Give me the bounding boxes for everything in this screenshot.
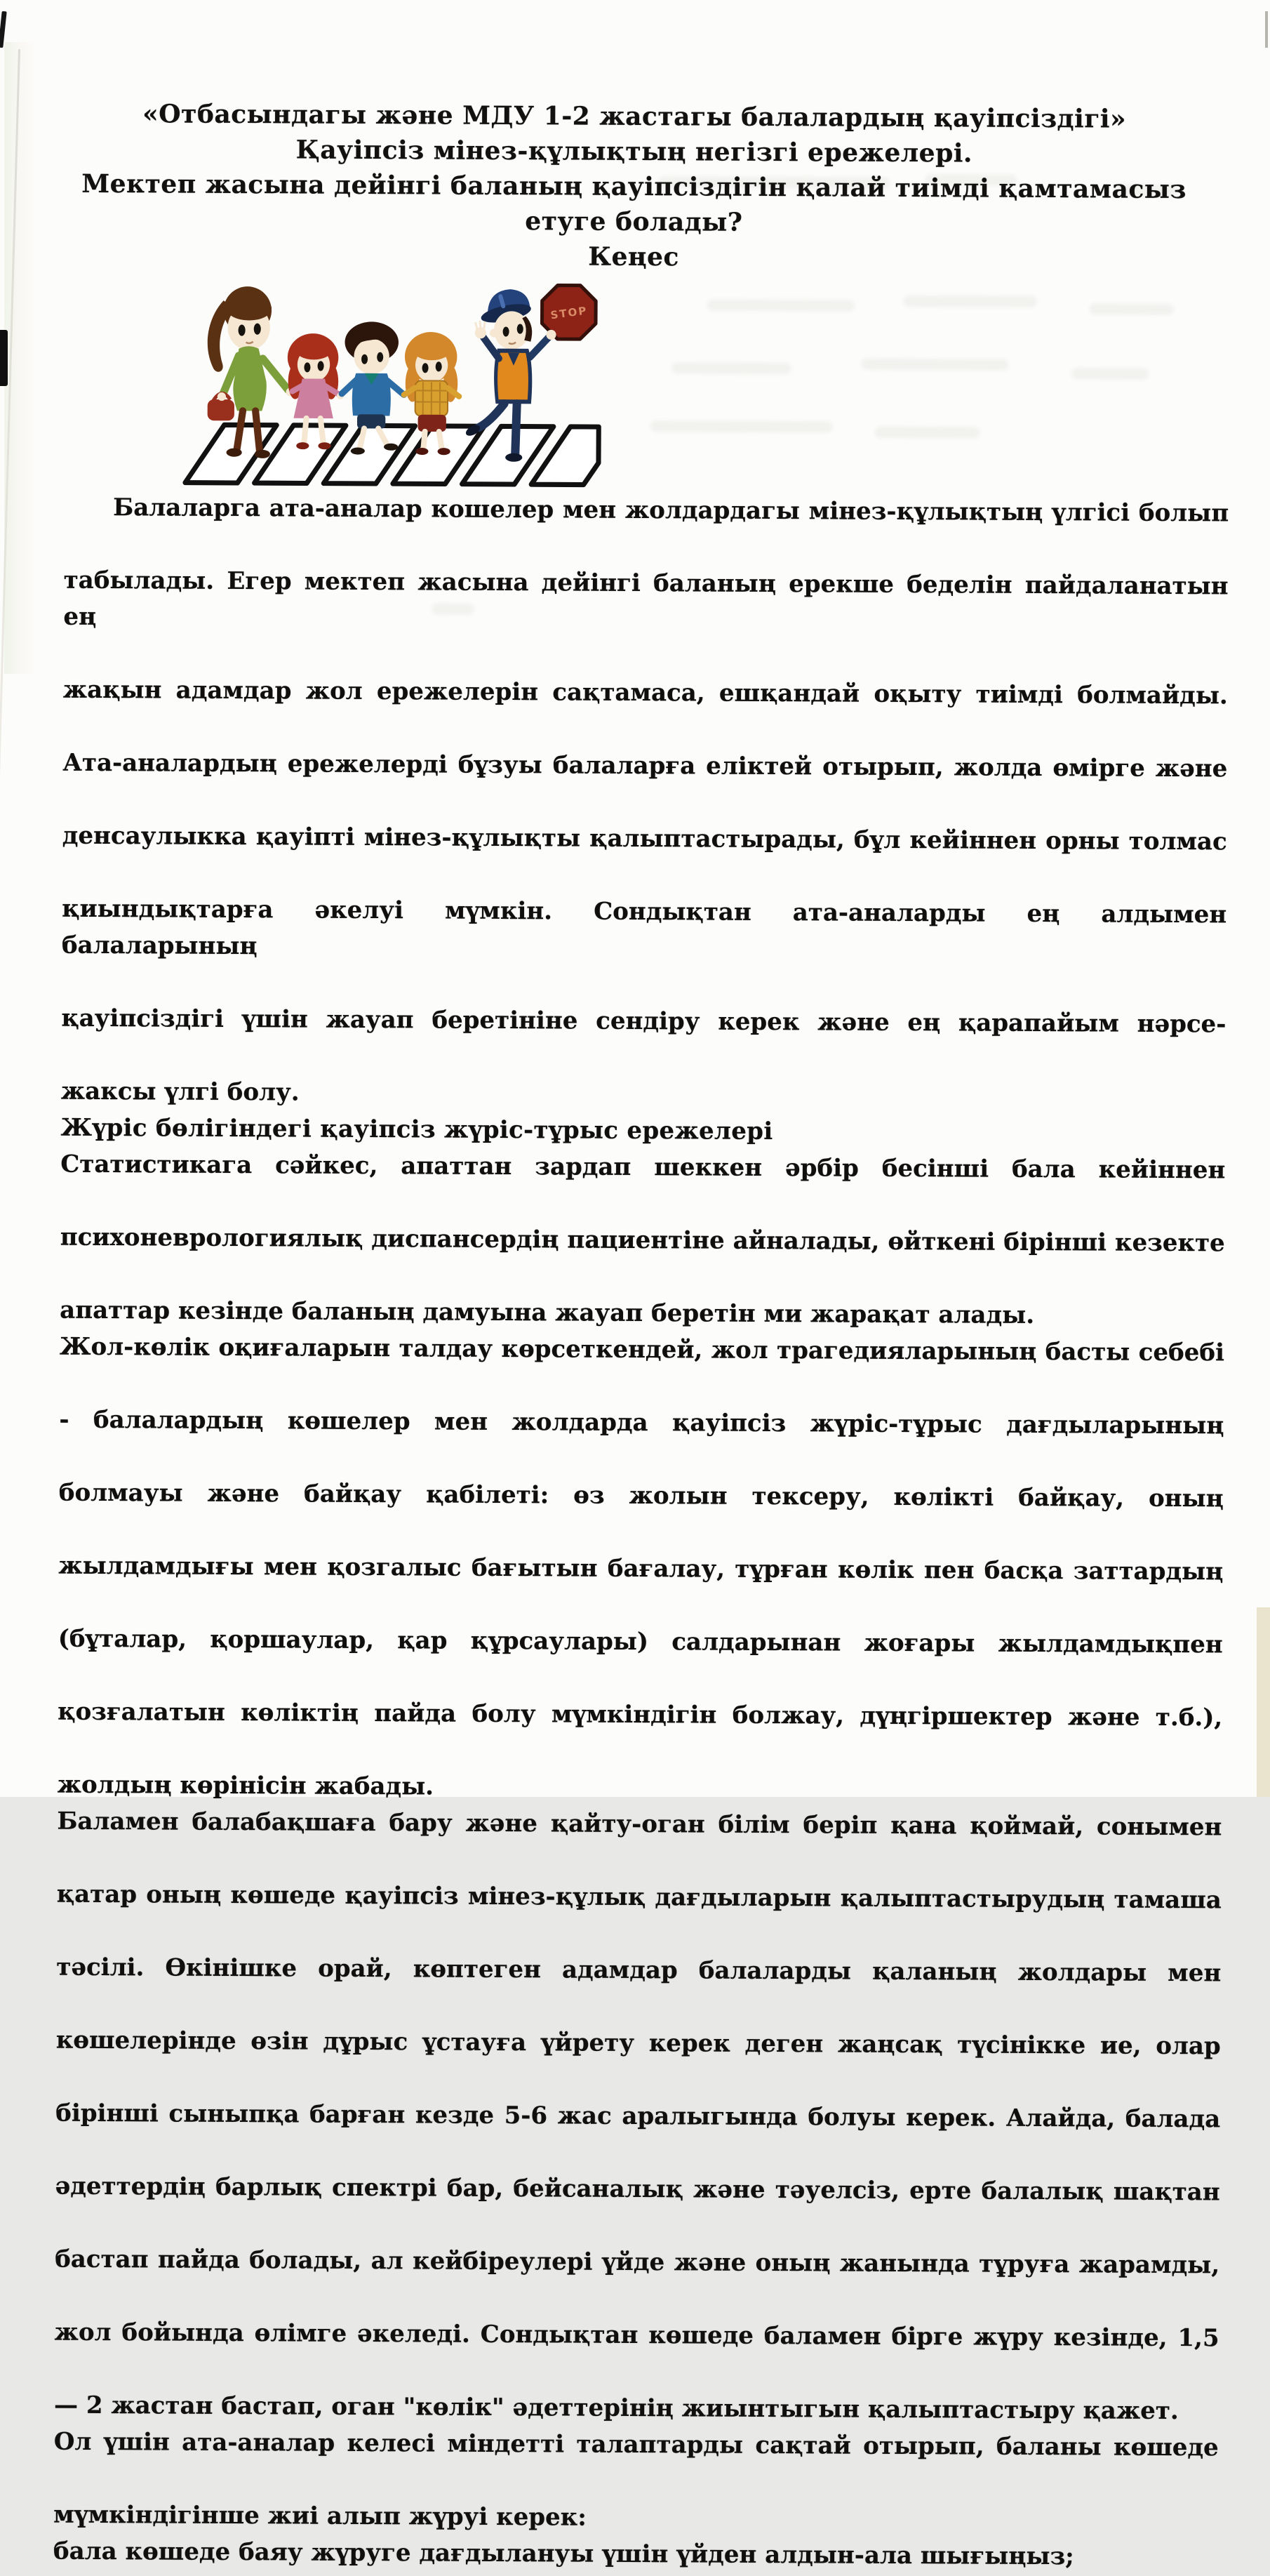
text-line: Ол үшін ата-аналар келесі міндетті талаптарды сақтай отырып, баланы көшеде bbox=[53, 2424, 1219, 2503]
bleed-through-smudge bbox=[861, 359, 1008, 371]
bleed-through-smudge bbox=[875, 427, 980, 439]
paragraph bbox=[60, 1146, 1225, 1335]
text-line: жылдамдығы мен қозгалыс бағытын бағалау, тұрған көлік пен басқа заттардың bbox=[58, 1548, 1224, 1627]
text-line: — 2 жастан бастап, оган "көлік" әдеттерінің жиынтыгын қалыптастыру қажет. bbox=[54, 2387, 1219, 2430]
text-line: апаттар кезінде баланың дамуына жауап беретін ми жарақат алады. bbox=[60, 1292, 1224, 1335]
text-line: бастап пайда болады, ал кейбіреулері үйде және оның жанында тұруға жарамды, bbox=[55, 2241, 1220, 2321]
text-line: Ата-аналардың ережелерді бұзуы балаларға еліктей отырып, жолда өмірге және bbox=[62, 745, 1228, 824]
text-line: қиындықтарға әкелуі мүмкін. Сондықтан ата-аналарды ең алдымен балаларының bbox=[62, 891, 1227, 1007]
text-line: қатар оның көшеде қауіпсіз мінез-құлық дағдыларын қалыптастырудың тамаша bbox=[56, 1876, 1222, 1956]
text-line: Балаларга ата-аналар кошелер мен жолдардагы мінез-құлықтың үлгісі болып bbox=[64, 489, 1229, 569]
text-line: мүмкіндігінше жиі алып жүруі керек: bbox=[53, 2497, 1218, 2540]
text-line: қауіпсіздігі үшін жауап беретініне сендіру керек және ең қарапайым нәрсе- bbox=[61, 1000, 1226, 1080]
paragraph bbox=[58, 1329, 1225, 1810]
paragraph bbox=[53, 2533, 1218, 2576]
title-line: Қауіпсіз мінез-құлықтың негізгі ережелері. bbox=[73, 131, 1196, 172]
title-line: етуге болады? bbox=[72, 201, 1195, 242]
bleed-through-smudge bbox=[650, 420, 833, 432]
stop-sign-label: STOP bbox=[549, 304, 588, 321]
text-line: жақын адамдар жол ережелерін сақтамаса, ешқандай оқыту тиімді болмайды. bbox=[62, 672, 1228, 751]
text-line: бала көшеде баяу жүруге дағдылануы үшін үйден алдын-ала шығыңыз; bbox=[53, 2533, 1218, 2576]
text-line: Статистикага сәйкес, апаттан зардап шеккен әрбір бесінші бала кейіннен bbox=[60, 1146, 1226, 1226]
bleed-through-smudge bbox=[1071, 368, 1149, 380]
bleed-through-smudge bbox=[904, 296, 1037, 307]
paragraph bbox=[54, 1803, 1222, 2430]
paragraph bbox=[61, 489, 1229, 1116]
bleed-through-artifacts bbox=[0, 0, 1270, 4]
text-line: бірінші сыныпқа барған кезде 5-6 жас аралыгында болуы керек. Алайда, балада bbox=[55, 2095, 1221, 2175]
text-line: әдеттердің барлық спектрі бар, бейсаналық және тәуелсіз, ерте балалық шақтан bbox=[55, 2168, 1220, 2248]
bleed-through-smudge bbox=[707, 299, 855, 311]
text-line: Баламен балабақшаға бару және қайту-оган білім беріп қана қоймай, сонымен bbox=[57, 1803, 1222, 1883]
text-line: Жүріс бөлігіндегі қауіпсіз жүріс-тұрыс ережелері bbox=[60, 1110, 1225, 1153]
bleed-through-smudge bbox=[671, 362, 791, 374]
title-line: Кеңес bbox=[72, 237, 1195, 277]
title-line: Мектеп жасына дейінгі баланың қауіпсіздігін қалай тиімді қамтамасыз bbox=[72, 166, 1195, 207]
text-line: болмауы және байқау қабілеті: өз жолын тексеру, көлікті байқау, оның bbox=[58, 1475, 1224, 1554]
title-block bbox=[72, 96, 1196, 277]
body-text bbox=[53, 489, 1229, 2576]
text-line: психоневрологиялық диспансердің пациентіне айналады, өйткені бірінші кезекте bbox=[60, 1219, 1225, 1299]
text-line: табылады. Егер мектеп жасына дейінгі баланың ерекше беделін пайдаланатын ең bbox=[63, 562, 1229, 678]
text-line: қозғалатын көліктің пайда болу мүмкіндігін болжау, дүңгіршектер және т.б.), bbox=[58, 1694, 1223, 1773]
text-line: (бұталар, қоршаулар, қар құрсаулары) салдарынан жоғары жылдамдықпен bbox=[58, 1621, 1223, 1700]
paragraph bbox=[53, 2424, 1219, 2540]
text-line: денсаулыкка қауіпті мінез-құлықты қалыптастырады, бұл кейіннен орны толмас bbox=[62, 818, 1227, 897]
text-line: көшелерінде өзін дұрыс ұстауға үйрету керек деген жаңсақ түсінікке ие, олар bbox=[55, 2022, 1221, 2102]
section-heading bbox=[60, 1110, 1225, 1153]
text-line: жолдың көрінісін жабады. bbox=[58, 1767, 1222, 1810]
text-line: - балалардың көшелер мен жолдарда қауіпсіз жүріс-тұрыс дағдыларының bbox=[59, 1402, 1224, 1481]
zebra-crosswalk bbox=[185, 425, 599, 485]
title-line: «Отбасындагы және МДУ 1-2 жастагы балалардың қауіпсіздігі» bbox=[73, 96, 1196, 137]
text-line: Жол-көлік оқиғаларын талдау көрсеткендей, жол трагедияларының басты себебі bbox=[60, 1329, 1225, 1408]
text-line: жаксы үлгі болу. bbox=[61, 1073, 1226, 1116]
text-line: жол бойында өлімге әкеледі. Сондықтан көшеде баламен бірге жүру кезінде, 1,5 bbox=[54, 2314, 1219, 2394]
text-line: тәсілі. Өкінішке орай, көптеген адамдар балаларды қаланың жолдары мен bbox=[56, 1949, 1222, 2029]
crosswalk-illustration bbox=[181, 274, 603, 488]
bleed-through-smudge bbox=[1090, 303, 1174, 315]
